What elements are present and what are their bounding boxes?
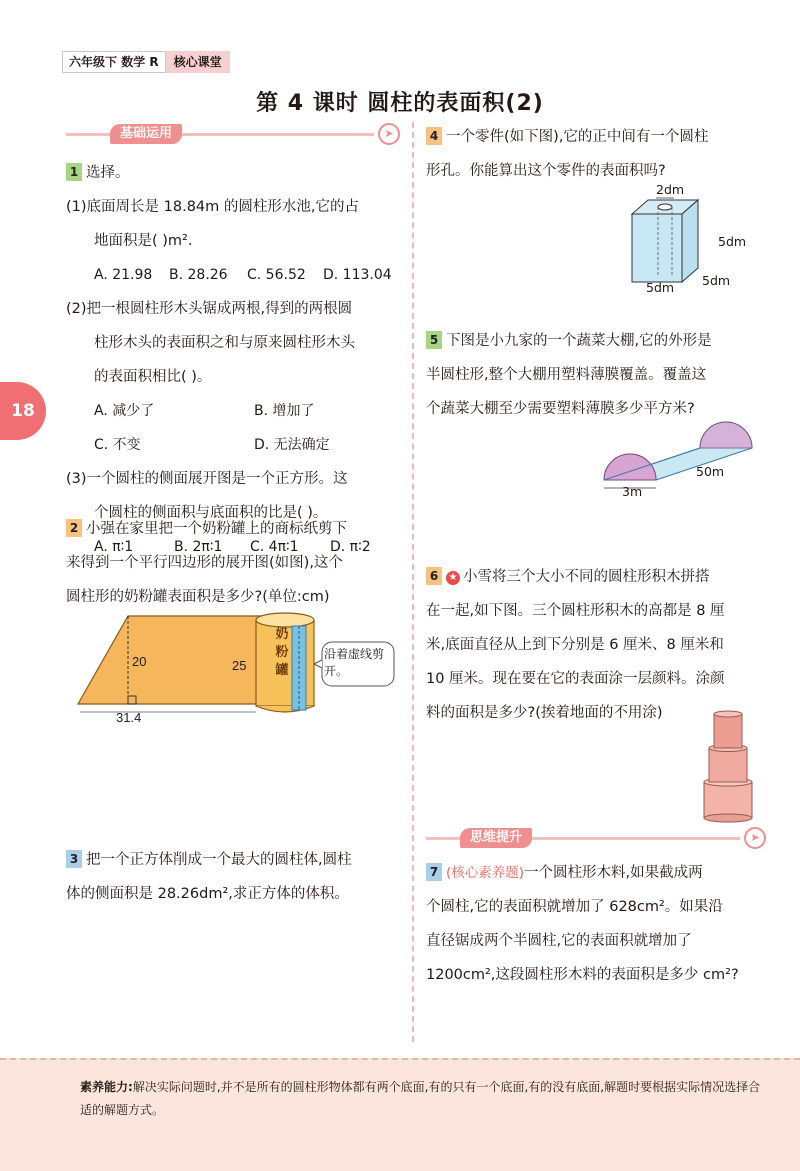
question-5	[426, 324, 776, 426]
paper-plane-icon: ➤	[378, 123, 400, 145]
question-text: 米,底面直径从上到下分别是 6 厘米、8 厘米和	[426, 637, 724, 653]
option: C. 56.52	[247, 267, 306, 283]
question-text: 把一个正方体削成一个最大的圆柱体,圆柱	[86, 852, 352, 868]
question-text: 形孔。你能算出这个零件的表面积吗?	[426, 163, 666, 179]
option: C. 不变	[94, 437, 141, 453]
q2-side-label: 25	[232, 658, 247, 673]
footer-body: 解决实际问题时,并不是所有的圆柱形物体都有两个底面,有的只有一个底面,有的没有底面,解题时要根据实际情况选择合适的解题方式。	[80, 1080, 761, 1117]
question-text: 小强在家里把一个奶粉罐上的商标纸剪下	[86, 521, 347, 537]
question-number: 1	[66, 163, 82, 181]
question-text: 个蔬菜大棚至少需要塑料薄膜多少平方米?	[426, 401, 695, 417]
question-text: 一个圆柱形木料,如果截成两	[524, 865, 703, 881]
footer-label: 素养能力:	[80, 1080, 133, 1094]
q2-base-label: 31.4	[116, 710, 142, 725]
question-text: 直径锯成两个半圆柱,它的表面积就增加了	[426, 933, 692, 949]
question-text: 1200cm²,这段圆柱形木料的表面积是多少 cm²?	[426, 967, 739, 983]
question-4	[426, 120, 776, 188]
question-text: 个圆柱,它的表面积就增加了 628cm²。如果沿	[426, 899, 723, 915]
option: C. 4π∶1	[250, 539, 299, 555]
question-7	[426, 856, 776, 992]
q2-height-label: 20	[132, 654, 147, 669]
option: D. π∶2	[330, 539, 371, 555]
question-text: 来得到一个平行四边形的展开图(如图),这个	[66, 555, 343, 571]
question-text: 圆柱形的奶粉罐表面积是多少?(单位:cm)	[66, 589, 330, 605]
q1-part2-line: 柱形木头的表面积之和与原来圆柱形木头	[94, 335, 355, 351]
option: B. 28.26	[169, 267, 228, 283]
footer-text	[80, 1076, 770, 1122]
q6-figure	[700, 706, 756, 824]
q1-part1-line: (1)底面周长是 18.84m 的圆柱形水池,它的占	[66, 199, 360, 215]
option: A. π∶1	[94, 539, 134, 555]
footer-note	[0, 1058, 800, 1171]
option: D. 无法确定	[254, 437, 330, 453]
option: A. 减少了	[94, 403, 155, 419]
section-thinking	[426, 828, 766, 848]
q1-part1-line: 地面积是( )m².	[94, 233, 193, 249]
q1-part2-options	[66, 428, 406, 462]
question-text: 10 厘米。现在要在它的表面涂一层颜料。涂颜	[426, 671, 725, 687]
q1-part2-line: 的表面积相比( )。	[94, 369, 212, 385]
question-2	[66, 512, 406, 614]
question-text: 在一起,如下图。三个圆柱形积木的高都是 8 厘	[426, 603, 725, 619]
question-3	[66, 843, 406, 911]
header-series: 核心课堂	[166, 51, 230, 73]
question-6	[426, 560, 776, 730]
section-basic-label: 基础运用	[110, 124, 182, 144]
q4-top-label: 2dm	[656, 182, 685, 197]
question-number: 6	[426, 567, 442, 585]
option: B. 2π∶1	[174, 539, 223, 555]
column-divider	[412, 122, 414, 1042]
question-number: 7	[426, 863, 442, 881]
question-text: 一个零件(如下图),它的正中间有一个圆柱	[446, 129, 709, 145]
option: A. 21.98	[94, 267, 153, 283]
question-text: 料的面积是多少?(挨着地面的不用涂)	[426, 705, 663, 721]
question-text: 小雪将三个大小不同的圆柱形积木拼搭	[463, 569, 710, 585]
star-icon: ★	[446, 571, 460, 585]
section-basic	[66, 124, 400, 144]
q1-part2-options	[66, 394, 406, 428]
header-grade-subject: 六年级下 数学 R	[62, 51, 166, 73]
question-text: 下图是小九家的一个蔬菜大棚,它的外形是	[446, 333, 712, 349]
q4-right-label: 5dm	[718, 234, 747, 249]
q1-part1-options	[66, 258, 406, 292]
option: B. 增加了	[254, 403, 315, 419]
question-text: 体的侧面积是 28.26dm²,求正方体的体积。	[66, 886, 349, 902]
q4-depth-label: 5dm	[702, 273, 731, 288]
header-tag	[62, 51, 230, 73]
section-thinking-label: 思维提升	[460, 828, 532, 848]
page-title: 第 4 课时 圆柱的表面积(2)	[256, 91, 544, 116]
question-stem: 选择。	[86, 165, 130, 181]
question-number: 2	[66, 519, 82, 537]
can-label: 奶粉罐	[275, 627, 289, 678]
question-1	[66, 156, 406, 564]
q5-length-label: 50m	[696, 464, 725, 479]
q4-bottom-label: 5dm	[646, 280, 675, 295]
question-text: 半圆柱形,整个大棚用塑料薄膜覆盖。覆盖这	[426, 367, 707, 383]
option: D. 113.04	[323, 267, 392, 283]
q1-part3-line: 个圆柱的侧面积与底面积的比是( )。	[94, 505, 328, 521]
question-number: 4	[426, 127, 442, 145]
question-number: 5	[426, 331, 442, 349]
q5-diameter-label: 3m	[622, 484, 643, 499]
paper-plane-icon: ➤	[744, 827, 766, 849]
q1-part3-line: (3)一个圆柱的侧面展开图是一个正方形。这	[66, 471, 348, 487]
core-tag: (核心素养题)	[446, 865, 525, 881]
question-number: 3	[66, 850, 82, 868]
q1-part2-line: (2)把一根圆柱形木头锯成两根,得到的两根圆	[66, 301, 353, 317]
page-number: 18	[0, 382, 46, 440]
bubble-text: 沿着虚线剪开。	[324, 647, 385, 678]
